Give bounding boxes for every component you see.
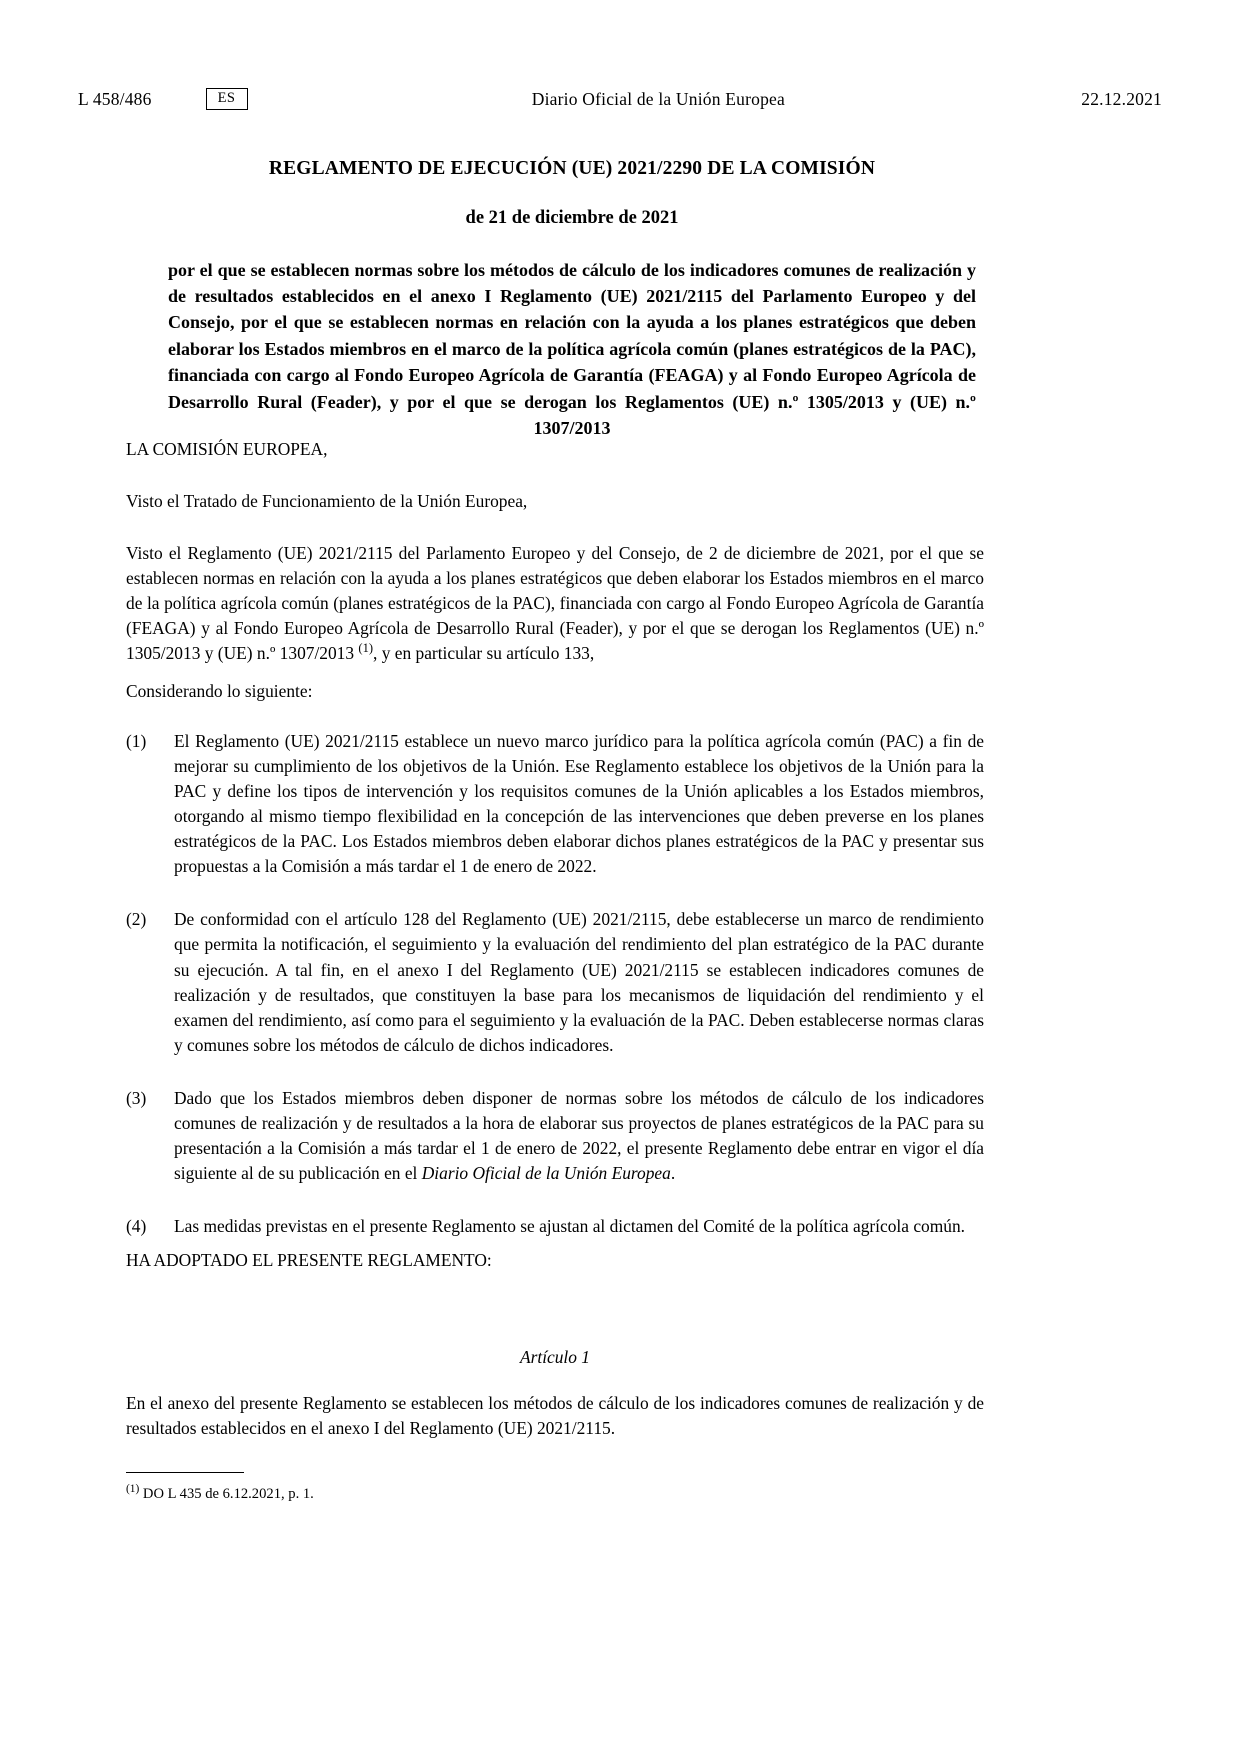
recital-item (126, 1214, 984, 1239)
header-language-badge: ES (206, 88, 248, 110)
recital-text: De conformidad con el artículo 128 del Reglamento (UE) 2021/2115, debe establecerse un marco de rendimiento que permita la notificación, el seguimiento y la evaluación del rendimiento del plan estratégico de la PAC durante su ejecución. A tal fin, en el anexo I del Reglamento (UE) 2021/2115 se establecen indicadores comunes de realización y de resultados, que constituyen la base para los mecanismos de liquidación del rendimiento y el examen del rendimiento, así como para el seguimiento y la evaluación de la PAC. Deben establecerse normas claras y comunes sobre los métodos de cálculo de dichos indicadores. (174, 909, 984, 1055)
recital-item (126, 729, 984, 879)
article-body-text: En el anexo del presente Reglamento se establecen los métodos de cálculo de los indicadores comunes de realización y de resultados establecidos en el anexo I del Reglamento (UE) 2021/2115. (126, 1393, 984, 1439)
recitals-list (126, 729, 984, 1239)
footnote-zone (126, 1472, 984, 1504)
recital-number: (1) (126, 731, 147, 751)
whereas-line: Considerando lo siguiente: (126, 681, 313, 701)
regulation-citation-part2: , y en particular su artículo 133, (373, 643, 595, 664)
regulation-citation-block (126, 541, 984, 666)
footnote-citation: DO L 435 de 6.12.2021, p. 1. (139, 1486, 314, 1502)
recital-text (174, 1086, 984, 1186)
recital-journal-name: Diario Oficial de la Unión Europea (421, 1162, 671, 1183)
article-heading: Artículo 1 (519, 1347, 591, 1367)
recital-text-part1: Dado que los Estados miembros deben disponer de normas sobre los métodos de cálculo de los indicadores comunes de realización y de resultados a la hora de elaborar sus proyectos de planes estratégicos de la PAC para su presentación a la Comisión a más tardar el 1 de enero de 2022, el presente Reglamento debe entrar en vigor el día siguiente al de su publicación en el (174, 1087, 984, 1183)
adopted-line: HA ADOPTADO EL PRESENTE REGLAMENTO: (126, 1250, 492, 1270)
footnote-entry (126, 1484, 984, 1504)
commission-block (126, 437, 984, 462)
title-block (168, 157, 976, 442)
treaty-block (126, 489, 984, 514)
recital-text: El Reglamento (UE) 2021/2115 establece un nuevo marco jurídico para la política agrícola común (PAC) a fin de mejorar su cumplimiento de los objetivos de la Unión. Ese Reglamento establece los objetivos de la Unión para la PAC y define los tipos de intervención y los requisitos comunes de la Unión aplicables a los Estados miembros, otorgando al mismo tiempo flexibilidad en la concepción de las intervenciones que deben preverse en los planes estratégicos de la PAC. Los Estados miembros deben elaborar dichos planes estratégicos de la PAC y presentar sus propuestas a la Comisión a más tardar el 1 de enero de 2022. (174, 731, 984, 877)
recital-number: (3) (126, 1087, 147, 1108)
footnote-marker: (1) (126, 1483, 140, 1496)
document-title: REGLAMENTO DE EJECUCIÓN (UE) 2021/2290 DE LA COMISIÓN (268, 158, 876, 179)
recital-number: (4) (126, 1216, 147, 1236)
adopted-block (126, 1248, 984, 1273)
header-date: 22.12.2021 (1081, 88, 1162, 109)
document-subtitle: por el que se establecen normas sobre los métodos de cálculo de los indicadores comunes de realización y de resultados establecidos en el anexo I Reglamento (UE) 2021/2115 del Parlamento Europeo y del Consejo, por el que se establecen normas en relación con la ayuda a los planes estratégicos que deben elaborar los Estados miembros en el marco de la política agrícola común (planes estratégicos de la PAC), financiada con cargo al Fondo Europeo Agrícola de Garantía (FEAGA) y al Fondo Europeo Agrícola de Desarrollo Rural (Feader), y por el que se derogan los Reglamentos (UE) n.º 1305/2013 y (UE) n.º 1307/2013 (168, 259, 976, 439)
recital-number: (2) (126, 909, 147, 930)
header-reference: L 458/486 (78, 88, 152, 109)
regulation-citation (126, 541, 984, 666)
recital-text: Las medidas previstas en el presente Reglamento se ajustan al dictamen del Comité de la política agrícola común. (174, 1216, 966, 1236)
article-heading-block (126, 1345, 984, 1370)
document-date-line: de 21 de diciembre de 2021 (465, 208, 679, 229)
commission-line: LA COMISIÓN EUROPEA, (126, 439, 328, 459)
header-publication-title: Diario Oficial de la Unión Europea (531, 88, 785, 109)
treaty-line: Visto el Tratado de Funcionamiento de la Unión Europea, (126, 491, 528, 511)
recital-text-part2: . (670, 1162, 676, 1183)
page-header (78, 86, 1162, 112)
recital-item (126, 907, 984, 1057)
footnote-reference-marker[interactable]: (1) (358, 641, 374, 656)
footnote-separator-rule (126, 1472, 244, 1473)
whereas-block (126, 679, 984, 704)
recital-item (126, 1086, 984, 1186)
regulation-citation-part1: Visto el Reglamento (UE) 2021/2115 del Parlamento Europeo y del Consejo, de 2 de diciembre de 2021, por el que se establecen normas en relación con la ayuda a los planes estratégicos que deben elaborar los Estados miembros en el marco de la política agrícola común (planes estratégicos de la PAC), financiada con cargo al Fondo Europeo Agrícola de Garantía (FEAGA) y al Fondo Europeo Agrícola de Desarrollo Rural (Feader), y por el que se derogan los Reglamentos (UE) n.º 1305/2013 y (UE) n.º 1307/2013 (126, 543, 984, 664)
article-body-block (126, 1391, 984, 1441)
